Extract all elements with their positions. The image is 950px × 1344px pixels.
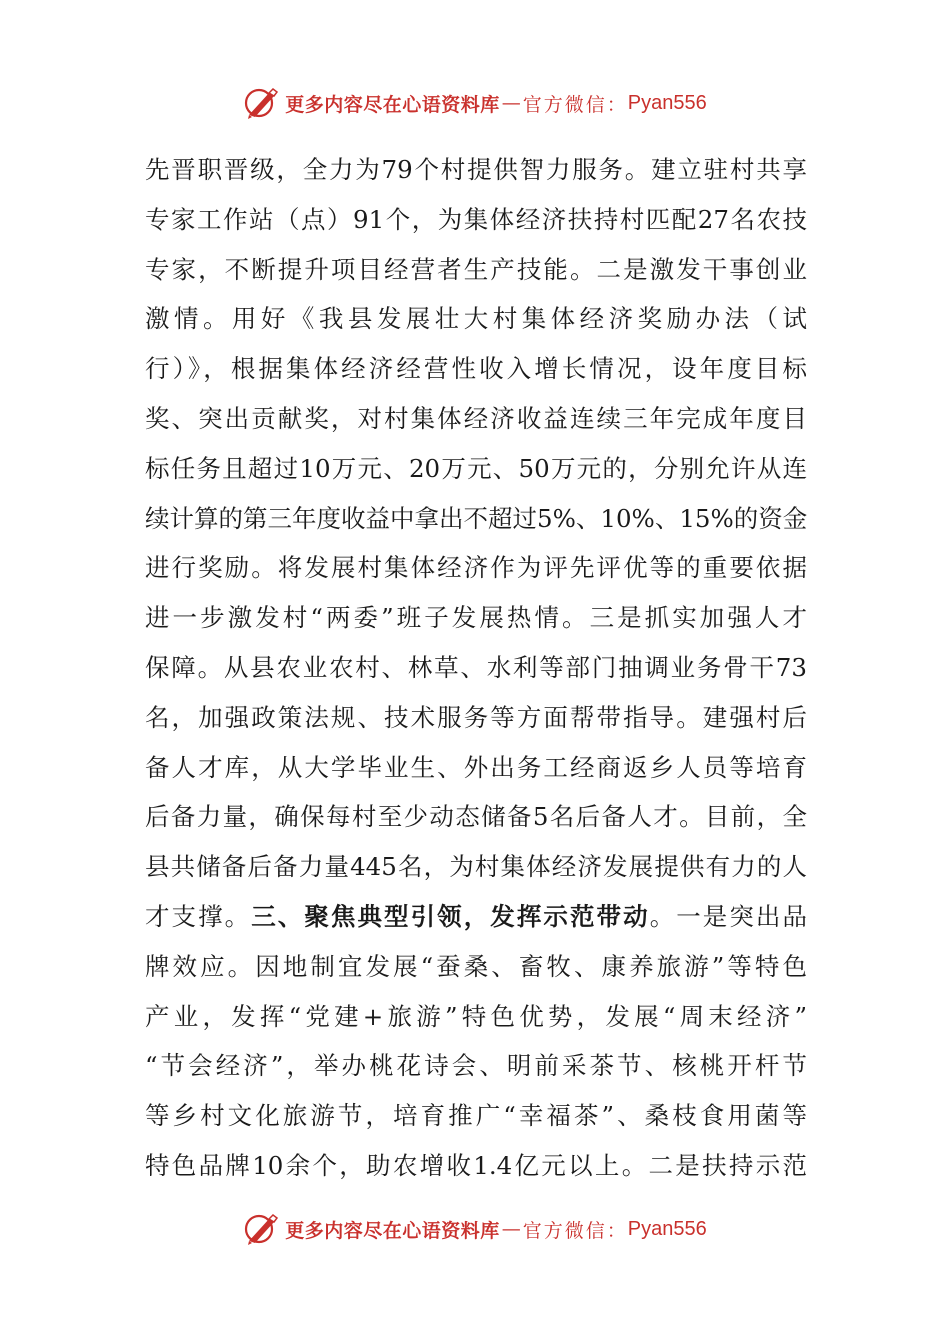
footer-banner bbox=[0, 1209, 950, 1249]
text-line: “节会经济”，举办桃花诗会、明前采茶节、核桃开杆节 bbox=[145, 1051, 807, 1081]
banner-dash: — bbox=[501, 1218, 521, 1240]
text-line: 进一步激发村“两委”班子发展热情。三是抓实加强人才 bbox=[145, 603, 807, 633]
banner-sub-text: 官方微信： bbox=[522, 93, 628, 116]
text-line: 县共储备后备力量445名，为村集体经济发展提供有力的人 bbox=[145, 852, 807, 882]
banner-wechat-id: Pyan556 bbox=[627, 1217, 707, 1240]
text-line: 激情。用好《我县发展壮大村集体经济奖励办法（试 bbox=[145, 304, 807, 334]
line-prefix: 才支撑。 bbox=[145, 901, 252, 931]
banner-main-text: 更多内容尽在心语资料库 bbox=[285, 93, 500, 116]
banner-main-text: 更多内容尽在心语资料库 bbox=[285, 1219, 500, 1242]
document-body bbox=[145, 145, 807, 1191]
text-line: 特色品牌10余个，助农增收1.4亿元以上。二是扶持示范 bbox=[145, 1150, 807, 1180]
section-heading: 三、聚焦典型引领，发挥示范带动 bbox=[251, 901, 650, 931]
line-suffix: 。一是突出品 bbox=[649, 901, 807, 931]
banner-dash: — bbox=[501, 92, 521, 114]
text-line: 保障。从县农业农村、林草、水利等部门抽调业务骨干73 bbox=[145, 652, 807, 682]
text-line: 行）》，根据集体经济经营性收入增长情况，设年度目标 bbox=[145, 354, 807, 384]
pen-logo-icon bbox=[243, 1211, 279, 1247]
text-line: 产业，发挥“党建+旅游”特色优势，发展“周末经济” bbox=[145, 1001, 807, 1031]
pen-logo-icon bbox=[243, 85, 279, 121]
text-line: 续计算的第三年度收益中拿出不超过5%、10%、15%的资金 bbox=[145, 503, 807, 533]
text-line-with-heading bbox=[145, 892, 807, 942]
banner-sub-text: 官方微信： bbox=[522, 1219, 628, 1242]
header-banner bbox=[0, 83, 950, 123]
text-line: 奖、突出贡献奖，对村集体经济收益连续三年完成年度目 bbox=[145, 403, 807, 433]
text-line: 等乡村文化旅游节，培育推广“幸福茶”、桑枝食用菌等 bbox=[145, 1101, 807, 1131]
text-line: 备人才库，从大学毕业生、外出务工经商返乡人员等培育 bbox=[145, 752, 807, 782]
text-line: 先晋职晋级，全力为79个村提供智力服务。建立驻村共享 bbox=[145, 155, 807, 184]
text-line: 牌效应。因地制宜发展“蚕桑、畜牧、康养旅游”等特色 bbox=[145, 951, 807, 981]
text-line: 进行奖励。将发展村集体经济作为评先评优等的重要依据 bbox=[145, 553, 807, 583]
text-line: 标任务且超过10万元、20万元、50万元的，分别允许从连 bbox=[145, 453, 807, 483]
text-line: 专家工作站（点）91个，为集体经济扶持村匹配27名农技 bbox=[145, 204, 807, 234]
banner-wechat-id: Pyan556 bbox=[627, 91, 707, 114]
text-line: 专家，不断提升项目经营者生产技能。二是激发干事创业 bbox=[145, 254, 807, 284]
text-line: 后备力量，确保每村至少动态储备5名后备人才。目前，全 bbox=[145, 802, 807, 832]
text-line: 名，加强政策法规、技术服务等方面帮带指导。建强村后 bbox=[145, 702, 807, 732]
